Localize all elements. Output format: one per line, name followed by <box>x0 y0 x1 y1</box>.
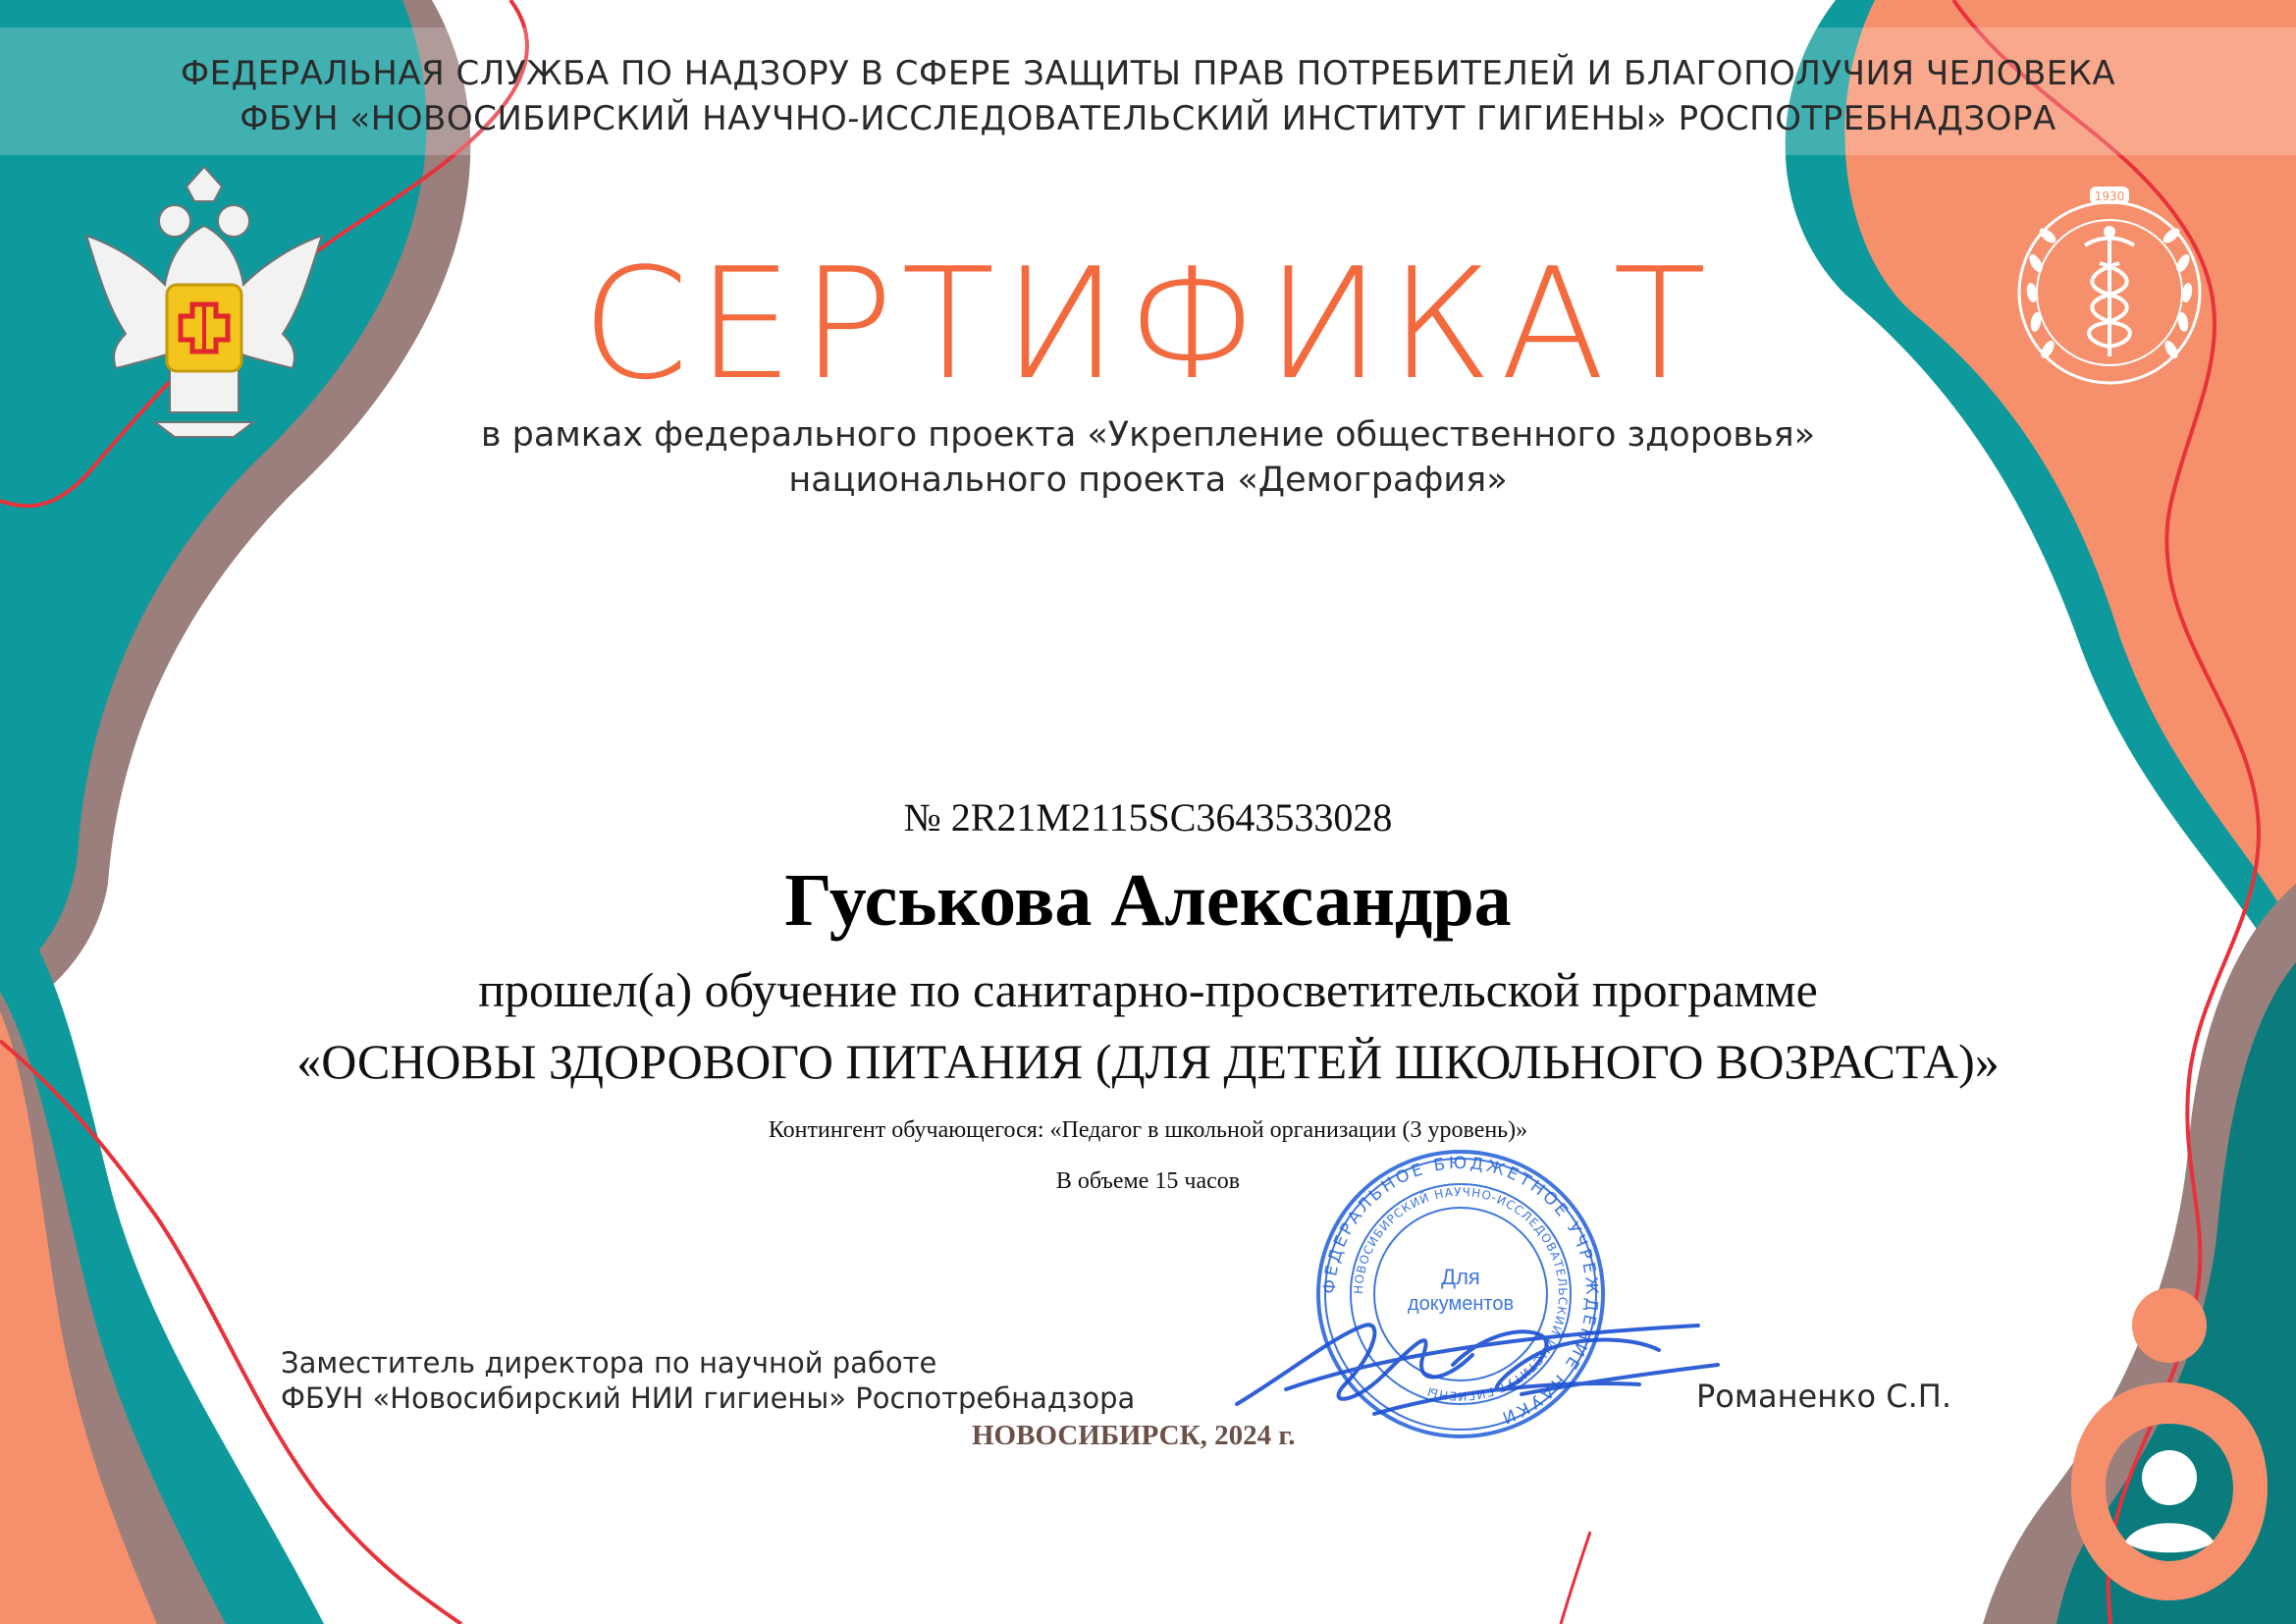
header-line-2: ФБУН «НОВОСИБИРСКИЙ НАУЧНО-ИССЛЕДОВАТЕЛЬСКИЙ ИНСТИТУТ ГИГИЕНЫ» РОСПОТРЕБНАДЗОРА <box>240 99 2056 138</box>
stamp-center-line-2: документов <box>1407 1293 1515 1315</box>
course-hours: В объеме 15 часов <box>1055 1168 1241 1194</box>
certificate-number: № 2R21M2115SC3643533028 <box>903 795 1393 839</box>
trainee-contingent: Контингент обучающегося: «Педагог в школьной организации (3 уровень)» <box>768 1117 1528 1143</box>
signatory-name: Романенко С.П. <box>1696 1378 1951 1415</box>
stamp-ring-inner: НОВОСИБИРСКИЙ НАУЧНО-ИССЛЕДОВАТЕЛЬСКИЙ ИНСТИТУТ ГИГИЕНЫ <box>1351 1184 1571 1404</box>
recipient-name: Гуськова Александра <box>784 859 1512 942</box>
person-circle-icon <box>2071 1276 2268 1610</box>
stamp-ring-outer: ФЕДЕРАЛЬНОЕ БЮДЖЕТНОЕ УЧРЕЖДЕНИЕ НАУКИ <box>1319 1153 1602 1429</box>
signatory-position <box>281 1345 1135 1416</box>
city-year: НОВОСИБИРСК, 2024 г. <box>972 1420 1296 1451</box>
completion-statement: прошел(а) обучение по санитарно-просветительской программе <box>478 962 1818 1017</box>
logo-year: 1930 <box>2094 189 2125 203</box>
stamp-center-line-1: Для <box>1441 1265 1480 1289</box>
signatory-position-line-2: ФБУН «Новосибирский НИИ гигиены» Роспотребнадзора <box>281 1381 1136 1415</box>
subtitle-line-2: национального проекта «Демография» <box>788 460 1508 500</box>
organization-header <box>0 51 2296 141</box>
red-line-bottom-center <box>1561 1532 1590 1624</box>
subtitle-line-1: в рамках федерального проекта «Укрепление общественного здоровья» <box>480 415 1816 455</box>
header-line-1: ФЕДЕРАЛЬНАЯ СЛУЖБА ПО НАДЗОРУ В СФЕРЕ ЗАЩИТЫ ПРАВ ПОТРЕБИТЕЛЕЙ И БЛАГОПОЛУЧИЯ ЧЕЛОВЕКА <box>180 54 2116 93</box>
program-title: «ОСНОВЫ ЗДОРОВОГО ПИТАНИЯ (ДЛЯ ДЕТЕЙ ШКОЛЬНОГО ВОЗРАСТА)» <box>296 1034 2000 1089</box>
handwritten-signature-icon <box>1227 1296 1737 1434</box>
project-subtitle <box>0 412 2296 503</box>
certificate-title: СЕРТИФИКАТ <box>581 235 1715 413</box>
signatory-position-line-1: Заместитель директора по научной работе <box>281 1346 937 1380</box>
